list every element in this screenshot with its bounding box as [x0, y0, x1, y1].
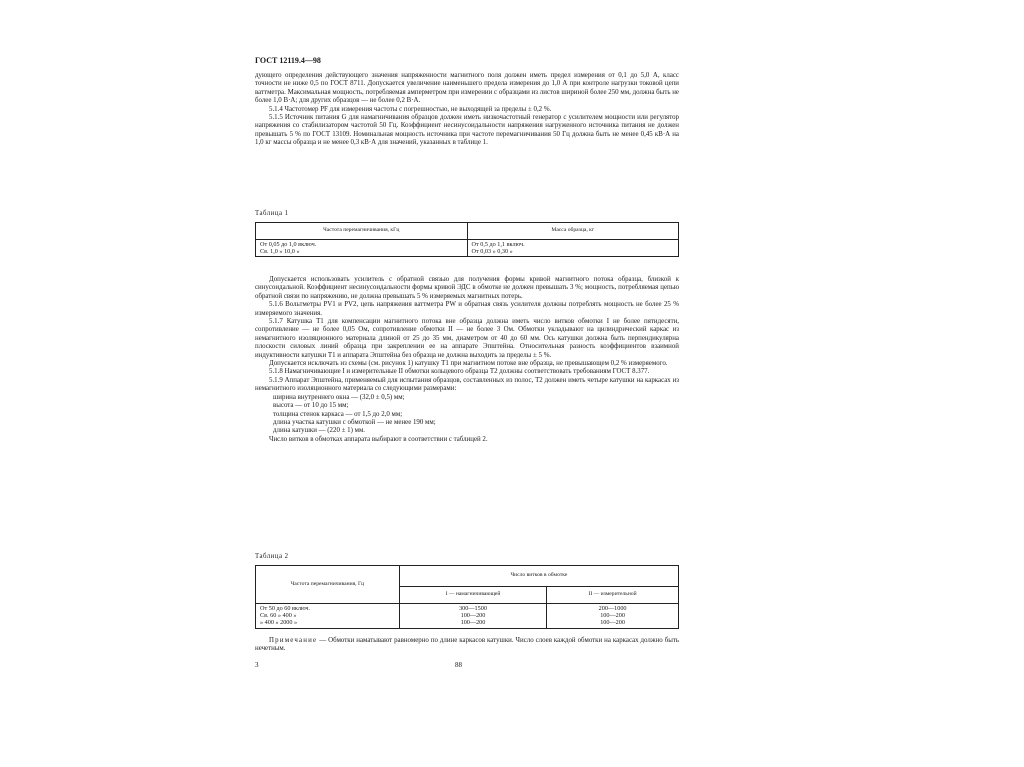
list-item: длина катушки — (220 ± 1) мм.	[273, 427, 366, 435]
table-1	[255, 222, 679, 257]
section-text-a	[255, 72, 679, 148]
cell-line: От 50 до 60 включ.	[260, 605, 311, 612]
table-cell	[399, 604, 546, 629]
paragraph: 5.1.6 Вольтметры PV1 и PV2, цепь напряжения ваттметра PW и обратная связь усилителя должны потреблять мощность не более 25 % измеряемого значения.	[255, 301, 679, 317]
page-number-left: 3	[255, 661, 259, 669]
table-header: Число витков в обмотке	[399, 566, 678, 587]
paragraph: Допускается использовать усилитель с обратной связью для получения формы кривой магнитного потока образца, близкой к синусоидальной. Коэффициент несинусоидальности формы кривой ЭДС в обмотке не должен превышать 3 %; мощность, потребляемая цепью обратной связи по напряжению, не должна превышать 5 % измеряемых магнитных потерь.	[255, 276, 679, 300]
paragraph: 5.1.9 Аппарат Эпштейна, применяемый для испытания образцов, составленных из полос, T2 должен иметь четыре катушки на каркасах из немагнитного изоляционного материала со следующими размерами:	[255, 376, 679, 393]
cell-line: Св. 60 » 400 »	[260, 612, 297, 620]
table-header: Масса образца, кг	[467, 223, 679, 240]
list-item: высота — от 10 до 15 мм;	[273, 402, 349, 410]
paragraph: 5.1.8 Намагничивающие I и измерительные II обмотки кольцевого образца T2 должны соответствовать требованиям ГОСТ 8.377.	[269, 368, 650, 376]
table-subheader: II — измерительной	[547, 587, 679, 604]
section-text-b	[255, 276, 679, 444]
document-header: ГОСТ 12119.4—98	[255, 56, 321, 65]
list-item: длина участка катушки с обмоткой — не менее 190 мм;	[273, 418, 436, 426]
table-1-caption: Таблица 1	[255, 210, 289, 217]
cell-line: 100—200	[600, 619, 625, 627]
table-cell	[467, 240, 679, 257]
table-row	[256, 240, 679, 257]
note-label: Примечание	[269, 637, 318, 644]
cell-line: 200—1000	[598, 605, 627, 612]
paragraph: 5.1.4 Частотомер PF для измерения частоты с погрешностью, не выходящей за пределы ± 0,2 %.	[269, 105, 552, 113]
paragraph: Допускается исключать из схемы (см. рисунок 1) катушку T1 при магнитном потоке вне образца, не превышающем 0,2 % измеряемого.	[269, 360, 668, 368]
cell-line: 300—1500	[459, 605, 487, 612]
cell-line: Св. 1,0 » 10,0 »	[260, 248, 300, 256]
list-item: ширина внутреннего окна — (32,0 ± 0,5) мм;	[273, 393, 405, 401]
table-note	[255, 637, 679, 654]
cell-line: От 0,03 » 0,30 »	[471, 248, 513, 256]
paragraph: 5.1.7 Катушка T1 для компенсации магнитного потока вне образца должна иметь число витков обмотки I не более пятидесяти, сопротивление — не более 0,05 Ом, сопротивление обмотки II — не более 3 Ом. Обмотки укладывают на цилиндрический каркас из немагнитного изоляционного материала длиной от 25 до 35 мм, диаметром от 40 до 60 мм. Ось катушки должна быть перпендикулярна плоскости силовых линий образца при закреплении ее на аппарате Эпштейна. Относительная разность коэффициентов взаимной индуктивности катушки T1 и аппарата Эпштейна без образца не должна выходить за пределы ± 5 %.	[255, 318, 679, 359]
table-subheader: I — намагничивающей	[399, 587, 546, 604]
note-text: — Обмотки наматывают равномерно по длине каркасов катушки. Число слоев каждой обмотки на каркасах должно быть нечетным.	[255, 637, 679, 653]
cell-line: 100—200	[460, 612, 486, 620]
table-cell	[256, 604, 400, 629]
table-2-caption: Таблица 2	[255, 553, 289, 560]
cell-line: » 400 » 2000 »	[260, 619, 298, 627]
document-page	[245, 0, 685, 767]
page-number-center: 88	[455, 661, 462, 669]
table-2	[255, 565, 679, 629]
cell-line: От 0,5 до 1,1 включ.	[471, 241, 525, 248]
cell-line: От 0,05 до 1,0 включ.	[260, 241, 317, 248]
dimension-list	[255, 394, 679, 436]
table-cell	[547, 604, 679, 629]
paragraph: 5.1.5 Источник питания G для намагничивания образцов должен иметь низкочастотный генератор с усилителем мощности или регулятор напряжения со стабилизатором частотой 50 Гц. Коэффициент несинусоидальности напряжения нагруженного источника питания не должен превышать 5 % по ГОСТ 13109. Номинальная мощность источника при частоте перемагничивания 50 Гц должна быть не менее 0,45 кВ·А на 1,0 кг массы образца и не менее 0,3 кВ·А для значений, указанных в таблице 1.	[255, 114, 679, 147]
paragraph: Число витков в обмотках аппарата выбирают в соответствии с таблицей 2.	[269, 435, 488, 443]
table-cell	[256, 240, 468, 257]
cell-line: 100—200	[460, 619, 486, 627]
table-header: Частота перемагничивания, Гц	[256, 566, 400, 604]
table-row	[256, 604, 679, 629]
table-header: Частота перемагничивания, кГц	[256, 223, 468, 240]
cell-line: 100—200	[600, 612, 625, 620]
list-item: толщина стенок каркаса — от 1,5 до 2,0 мм;	[273, 410, 403, 418]
paragraph: дующего определения действующего значения напряженности магнитного поля должен иметь предел измерения от 0,1 до 5,0 А, класс точности не ниже 0,5 по ГОСТ 8711. Допускается увеличение наименьшего предела измерения до 1,0 А при контроле нагрузки токовой цепи ваттметра. Максимальная мощность, потребляемая амперметром при измерении с образцами из листов шириной более 250 мм, должна быть не более 1,0 В·А; для других образцов — не более 0,2 В·А.	[255, 72, 679, 105]
